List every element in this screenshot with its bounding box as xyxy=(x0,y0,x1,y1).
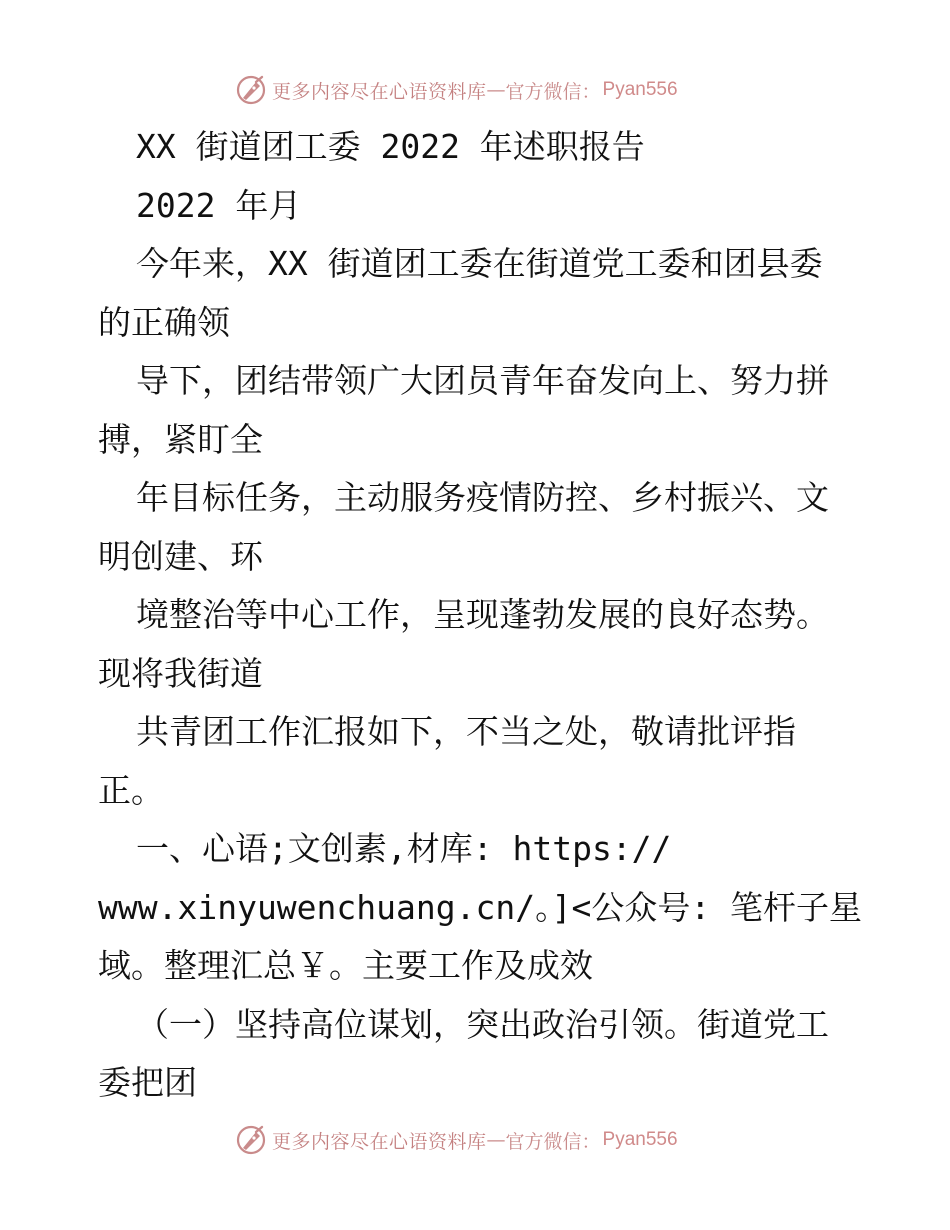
watermark-brand-text: 更多内容尽在心语资料库 xyxy=(272,80,487,103)
document-line: 一、心语;文创素,材库: https:// xyxy=(136,829,672,868)
watermark-wechat-id: Pyan556 xyxy=(602,1129,678,1150)
pen-nib-logo-icon xyxy=(234,1123,268,1157)
document-line: 境整治等中心工作，呈现蓬勃发展的良好态势。 xyxy=(136,595,829,634)
document-line: 搏，紧盯全 xyxy=(98,419,263,459)
document-line: 域。整理汇总￥。主要工作及成效 xyxy=(98,946,593,985)
document-line: 的正确领 xyxy=(98,302,230,342)
document-line: 正。 xyxy=(98,770,164,810)
document-line: 现将我街道 xyxy=(98,653,263,693)
document-line: 共青团工作汇报如下，不当之处，敬请批评指 xyxy=(136,712,796,751)
document-line: 2022 年月 xyxy=(136,185,302,225)
document-line: www.xinyuwenchuang.cn/。]<公众号: 笔杆子星 xyxy=(98,887,863,927)
document-line: XX 街道团工委 2022 年述职报告 xyxy=(136,127,645,166)
document-line: 委把团 xyxy=(98,1063,197,1102)
watermark-brand-text: 更多内容尽在心语资料库 xyxy=(272,1130,487,1153)
watermark-wechat-id: Pyan556 xyxy=(602,79,678,100)
document-line: 今年来，XX 街道团工委在街道党工委和团县委 xyxy=(136,244,823,283)
watermark-separator: — xyxy=(486,1129,506,1151)
footer-watermark xyxy=(234,1122,678,1158)
watermark-separator: — xyxy=(486,79,506,101)
document-line: 明创建、环 xyxy=(98,536,263,576)
watermark-wechat-label: 官方微信： xyxy=(505,80,601,103)
document-line: （一）坚持高位谋划，突出政治引领。街道党工 xyxy=(136,1004,829,1044)
pen-nib-logo-icon xyxy=(234,73,268,107)
header-watermark xyxy=(234,72,678,108)
watermark-wechat-label: 官方微信： xyxy=(505,1130,601,1153)
document-line: 年目标任务，主动服务疫情防控、乡村振兴、文 xyxy=(136,478,829,517)
document-line: 导下，团结带领广大团员青年奋发向上、努力拼 xyxy=(136,361,829,400)
document-body xyxy=(98,118,863,1113)
